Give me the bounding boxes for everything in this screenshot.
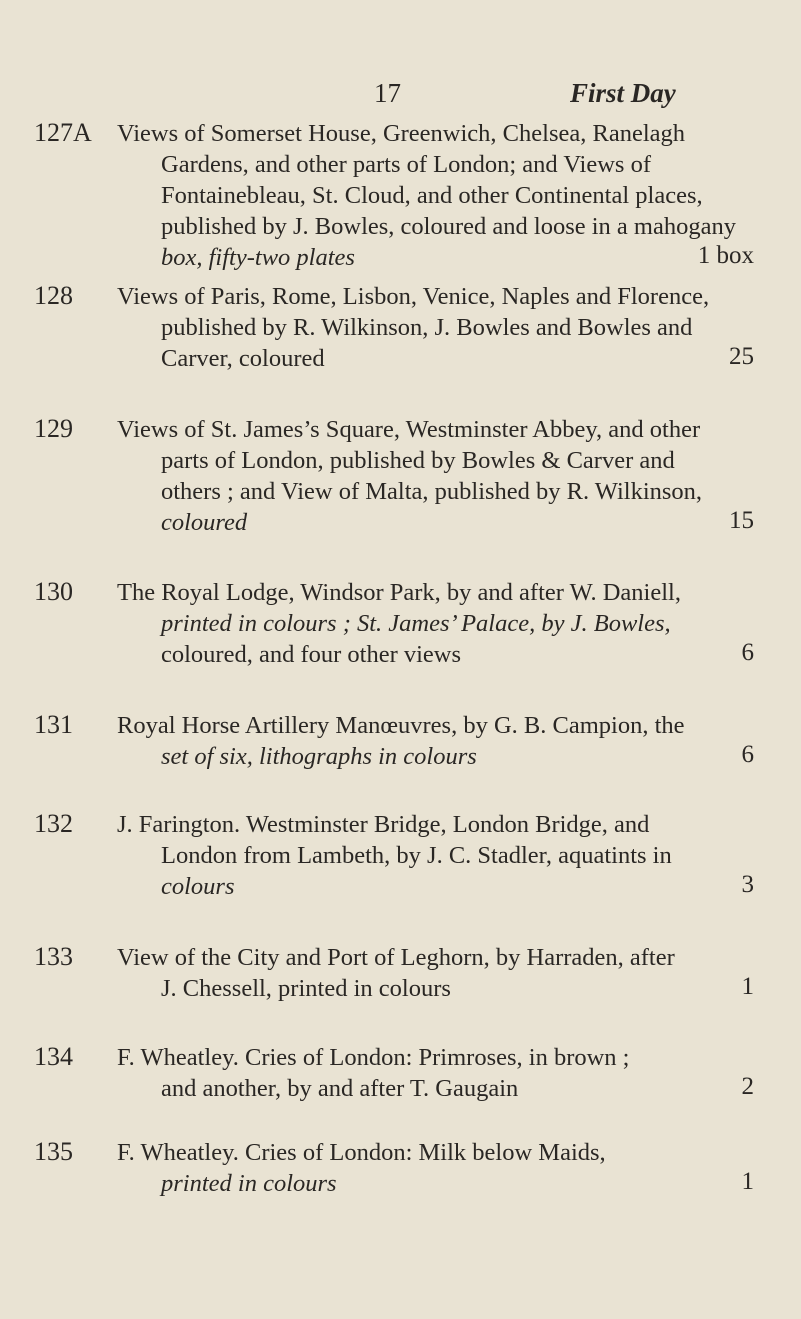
lot-description <box>117 1137 737 1199</box>
lot-quantity: 3 <box>741 871 754 898</box>
description-line: and another, by and after T. Gaugain <box>161 1075 519 1102</box>
description-line: F. Wheatley. Cries of London: Milk below Maids, <box>117 1139 606 1166</box>
lot-quantity: 15 <box>729 507 754 534</box>
page-number: 17 <box>374 78 401 108</box>
lot-number: 132 <box>34 809 73 838</box>
description-line: printed in colours <box>161 1170 337 1197</box>
lot-description <box>117 577 737 670</box>
description-line: London from Lambeth, by J. C. Stadler, aquatints in <box>161 842 672 869</box>
lot-description <box>117 414 737 538</box>
description-line: Fontainebleau, St. Cloud, and other Continental places, <box>161 182 703 209</box>
lot-quantity: 1 box <box>697 242 754 269</box>
description-line: Royal Horse Artillery Manœuvres, by G. B. Campion, the <box>117 712 685 739</box>
description-line: The Royal Lodge, Windsor Park, by and after W. Daniell, <box>117 579 681 606</box>
lot-number: 128 <box>34 281 73 310</box>
description-line: published by R. Wilkinson, J. Bowles and Bowles and <box>161 314 693 341</box>
description-line: View of the City and Port of Leghorn, by Harraden, after <box>117 944 675 971</box>
lot-number: 127A <box>34 118 92 147</box>
description-line: printed in colours ; St. James’ Palace, by J. Bowles, <box>161 610 671 637</box>
lot-description <box>117 710 737 772</box>
description-line: box, fifty-two plates <box>161 244 355 271</box>
description-line: published by J. Bowles, coloured and loose in a mahogany <box>161 213 736 240</box>
description-line: parts of London, published by Bowles & Carver and <box>161 447 675 474</box>
lot-quantity: 2 <box>741 1073 754 1100</box>
description-line: F. Wheatley. Cries of London: Primroses, in brown ; <box>117 1044 630 1071</box>
lot-quantity: 6 <box>741 639 754 666</box>
lot-number: 135 <box>34 1137 73 1166</box>
lot-number: 130 <box>34 577 73 606</box>
description-line: colours <box>161 873 235 900</box>
lot-description <box>117 281 737 374</box>
description-line: others ; and View of Malta, published by R. Wilkinson, <box>161 478 703 505</box>
lot-number: 129 <box>34 414 73 443</box>
lot-number: 133 <box>34 942 73 971</box>
description-line: Views of St. James’s Square, Westminster Abbey, and other <box>117 416 701 443</box>
running-title: First Day <box>570 78 676 108</box>
lot-number: 134 <box>34 1042 73 1071</box>
description-line: Views of Somerset House, Greenwich, Chelsea, Ranelagh <box>117 120 685 147</box>
description-line: Gardens, and other parts of London; and Views of <box>161 151 651 178</box>
lot-quantity: 25 <box>729 343 754 370</box>
lot-quantity: 1 <box>741 973 754 1000</box>
description-line: J. Chessell, printed in colours <box>161 975 451 1002</box>
lot-description <box>117 118 737 273</box>
page-header <box>0 78 801 118</box>
description-line: set of six, lithographs in colours <box>161 743 477 770</box>
lot-number: 131 <box>34 710 73 739</box>
description-line: coloured, and four other views <box>161 641 462 668</box>
lot-quantity: 6 <box>741 741 754 768</box>
lot-quantity: 1 <box>741 1168 754 1195</box>
description-line: Views of Paris, Rome, Lisbon, Venice, Naples and Florence, <box>117 283 710 310</box>
description-line: Carver, coloured <box>161 345 325 372</box>
lot-description <box>117 809 737 902</box>
lot-description <box>117 1042 737 1104</box>
lot-description <box>117 942 737 1004</box>
description-line: J. Farington. Westminster Bridge, London Bridge, and <box>117 811 650 838</box>
description-line: coloured <box>161 509 248 536</box>
